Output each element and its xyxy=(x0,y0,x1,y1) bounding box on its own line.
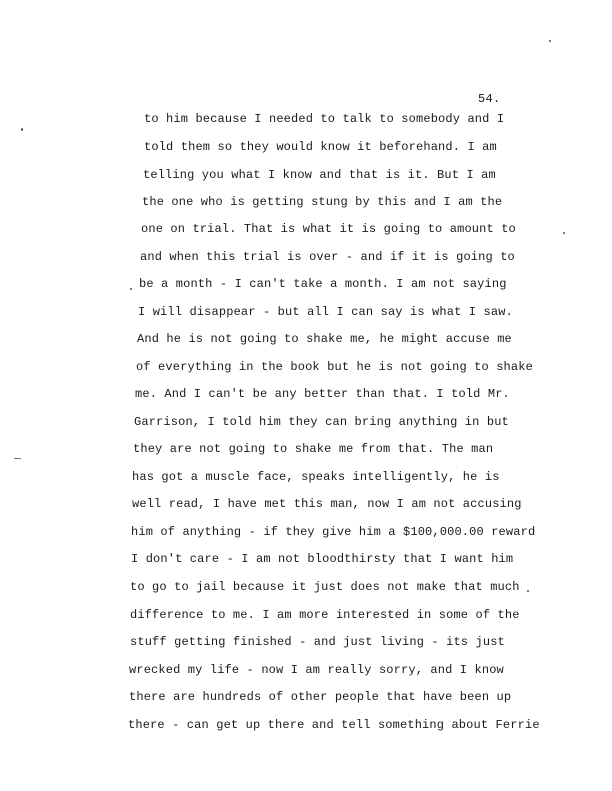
scan-speck xyxy=(563,232,565,234)
text-line: one on trial. That is what it is going to amount to xyxy=(141,222,516,236)
text-line: be a month - I can't take a month. I am not saying xyxy=(139,277,507,291)
text-line: I don't care - I am not bloodthirsty that I want him xyxy=(131,552,514,566)
scan-speck xyxy=(527,590,529,592)
text-line: told them so they would know it beforehand. I am xyxy=(144,140,497,154)
text-line: Garrison, I told him they can bring anything in but xyxy=(134,415,509,429)
text-line: there - can get up there and tell something about Ferrie xyxy=(128,718,540,732)
page-number: 54. xyxy=(478,92,501,106)
text-line: they are not going to shake me from that. The man xyxy=(133,442,494,456)
text-line: And he is not going to shake me, he might accuse me xyxy=(137,332,512,346)
text-line: me. And I can't be any better than that. I told Mr. xyxy=(135,387,510,401)
scan-speck xyxy=(130,288,132,290)
scan-speck xyxy=(549,40,551,42)
text-line: of everything in the book but he is not going to shake xyxy=(136,360,533,374)
text-line: there are hundreds of other people that have been up xyxy=(129,690,512,704)
text-line: and when this trial is over - and if it is going to xyxy=(140,250,515,264)
text-line: stuff getting finished - and just living - its just xyxy=(130,635,505,649)
scan-speck xyxy=(21,128,23,131)
text-line: telling you what I know and that is it. But I am xyxy=(143,168,496,182)
text-line: I will disappear - but all I can say is what I saw. xyxy=(138,305,513,319)
text-line: has got a muscle face, speaks intelligently, he is xyxy=(132,470,500,484)
text-line: the one who is getting stung by this and I am the xyxy=(142,195,503,209)
scan-mark xyxy=(14,458,21,459)
text-line: to go to jail because it just does not make that much xyxy=(130,580,520,594)
text-line: well read, I have met this man, now I am not accusing xyxy=(132,497,522,511)
text-line: to him because I needed to talk to somebody and I xyxy=(144,112,505,126)
text-line: wrecked my life - now I am really sorry, and I know xyxy=(129,663,504,677)
text-line: difference to me. I am more interested in some of the xyxy=(130,608,520,622)
text-line: him of anything - if they give him a $100,000.00 reward xyxy=(131,525,536,539)
